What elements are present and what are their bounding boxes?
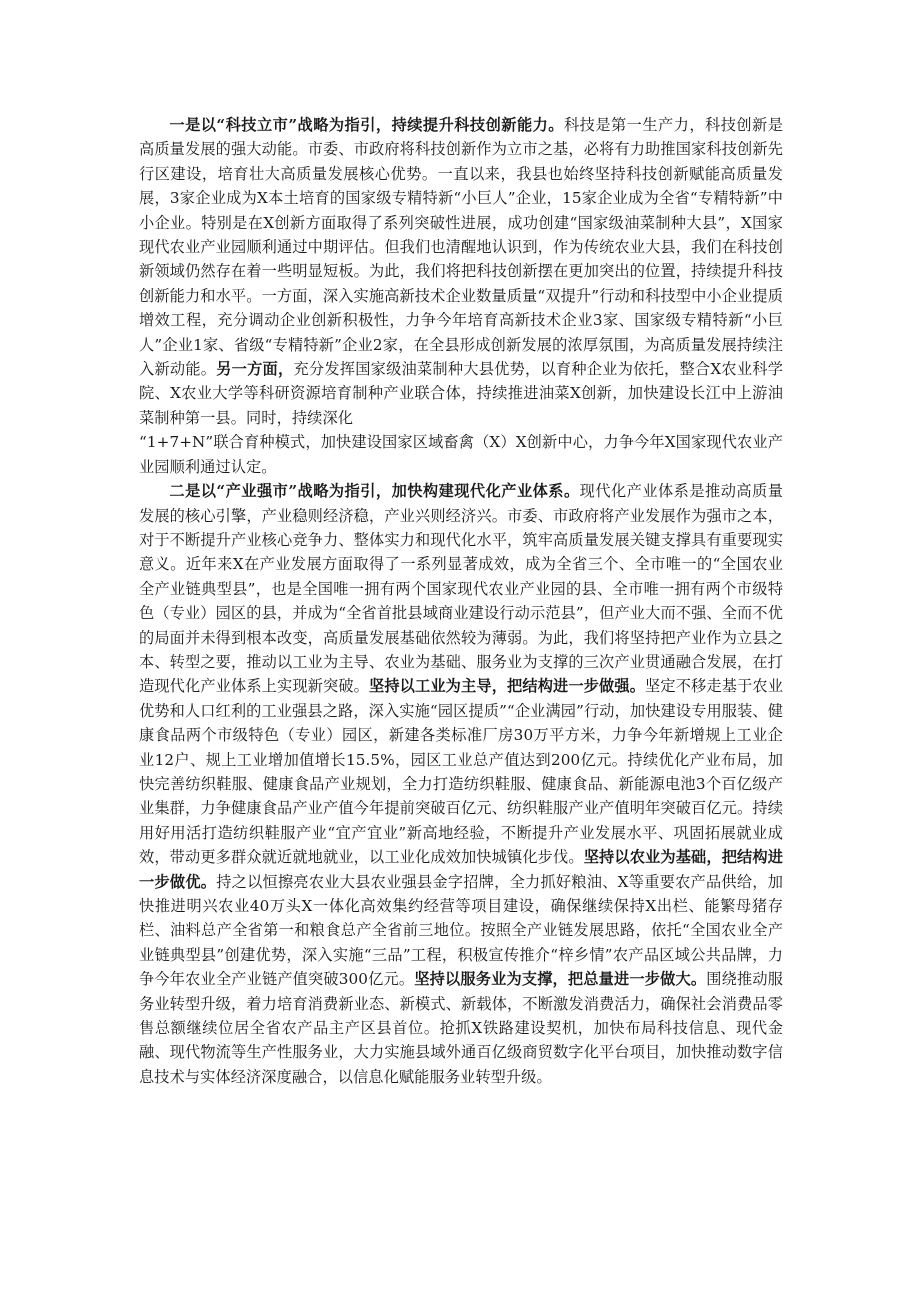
paragraph-text: 围绕推动服务业转型升级，着力培育消费新业态、新模式、新载体，不断激发消费活力，确保社会消费品零售总额继续位居全省农产品主产区县首位。抢抓X铁路建设契机，加快布局科技信息、现代金融、现代物流等生产性服务业，大力实施县域外通百亿级商贸数字化平台项目，加快推动数字信息技术与实体经济深度融合，以信息化赋能服务业转型升级。 [139, 970, 783, 1086]
bold-phrase: 另一方面， [216, 360, 294, 379]
bold-phrase: 坚持以农业为基础，把结构进一步做优。 [139, 848, 783, 891]
bold-phrase: 坚持以服务业为支撑，把总量进一步做大。 [414, 970, 707, 989]
paragraph-heading: 一是以“科技立市”战略为指引，持续提升科技创新能力。 [169, 116, 564, 134]
document-page [139, 113, 783, 1089]
paragraph-industry-system [139, 479, 783, 1089]
paragraph-text: 坚定不移走基于农业优势和人口红利的工业强县之路，深入实施“园区提质”“企业满园”行动，加快建设专用服装、健康食品两个市级特色（专业）园区，新建各类标准厂房30万平方米，力争今年新增规上工业企业12户、规上工业增加值增长15.5%，园区工业总产值达到200亿元。持续优化产业布局，加快完善纺织鞋服、健康食品产业规划，全力打造纺织鞋服、健康食品、新能源电池3个百亿级产业集群，力争健康食品产业产值今年提前突破百亿元、纺织鞋服产业产值明年突破百亿元。持续用好用活打造纺织鞋服产业“宜产宜业”新高地经验，不断提升产业发展水平、巩固拓展就业成效，带动更多群众就近就地就业，以工业化成效加快城镇化步伐。 [139, 677, 783, 867]
paragraph-tech-innovation [139, 113, 783, 430]
paragraph-text: 持之以恒擦亮农业大县农业强县金字招牌，全力抓好粮油、X等重要农产品供给，加快推进明兴农业40万头X一体化高效集约经营等项目建设，确保继续保持X出栏、能繁母猪存栏、油料总产全省第一和粮食总产全省前三地位。按照全产业链发展思路，依托“全国农业全产业链典型县”创建优势，深入实施“三品”工程，积极宣传推介“梓乡情”农产品区域公共品牌，力争今年农业全产业链产值突破300亿元。 [139, 872, 784, 989]
paragraph-text: “1+7+N”联合育种模式，加快建设国家区域畜禽（X）X创新中心，力争今年X国家现代农业产业园顺利通过认定。 [139, 433, 783, 476]
paragraph-continuation [139, 430, 783, 479]
paragraph-text: 科技是第一生产力，科技创新是高质量发展的强大动能。市委、市政府将科技创新作为立市之基，必将有力助推国家科技创新先行区建设，培育壮大高质量发展核心优势。一直以来，我县也始终坚持科技创新赋能高质量发展，3家企业成为X本土培育的国家级专精特新“小巨人”企业，15家企业成为全省“专精特新”中小企业。特别是在X创新方面取得了系列突破性进展，成功创建“国家级油菜制种大县”，X国家现代农业产业园顺利通过中期评估。但我们也清醒地认识到，作为传统农业大县，我们在科技创新领域仍然存在着一些明显短板。为此，我们将把科技创新摆在更加突出的位置，持续提升科技创新能力和水平。一方面，深入实施高新技术企业数量质量“双提升”行动和科技型中小企业提质增效工程，充分调动企业创新积极性，力争今年培育高新技术企业3家、国家级专精特新“小巨人”企业1家、省级“专精特新”企业2家，在全县形成创新发展的浓厚氛围，为高质量发展持续注入新动能。 [139, 116, 783, 379]
paragraph-text: 充分发挥国家级油菜制种大县优势，以育种企业为依托，整合X农业科学院、X农业大学等科研资源培育制种产业联合体，持续推进油菜X创新，加快建设长江中上游油菜制种第一县。同时，持续深化 [139, 360, 784, 427]
paragraph-text: 现代化产业体系是推动高质量发展的核心引擎，产业稳则经济稳，产业兴则经济兴。市委、市政府将产业发展作为强市之本，对于不断提升产业核心竞争力、整体实力和现代化水平，筑牢高质量发展关键支撑具有重要现实意义。近年来X在产业发展方面取得了一系列显著成效，成为全省三个、全市唯一的“全国农业全产业链典型县”，也是全国唯一拥有两个国家现代农业产业园的县、全市唯一拥有两个市级特色（专业）园区的县，并成为“全省首批县域商业建设行动示范县”，但产业大而不强、全而不优的局面并未得到根本改变，高质量发展基础依然较为薄弱。为此，我们将坚持把产业作为立县之本、转型之要，推动以工业为主导、农业为基础、服务业为支撑的三次产业贯通融合发展，在打造现代化产业体系上实现新突破。 [139, 482, 783, 696]
paragraph-heading: 二是以“产业强市”战略为指引，加快构建现代化产业体系。 [169, 482, 580, 501]
bold-phrase: 坚持以工业为主导，把结构进一步做强。 [369, 677, 646, 696]
